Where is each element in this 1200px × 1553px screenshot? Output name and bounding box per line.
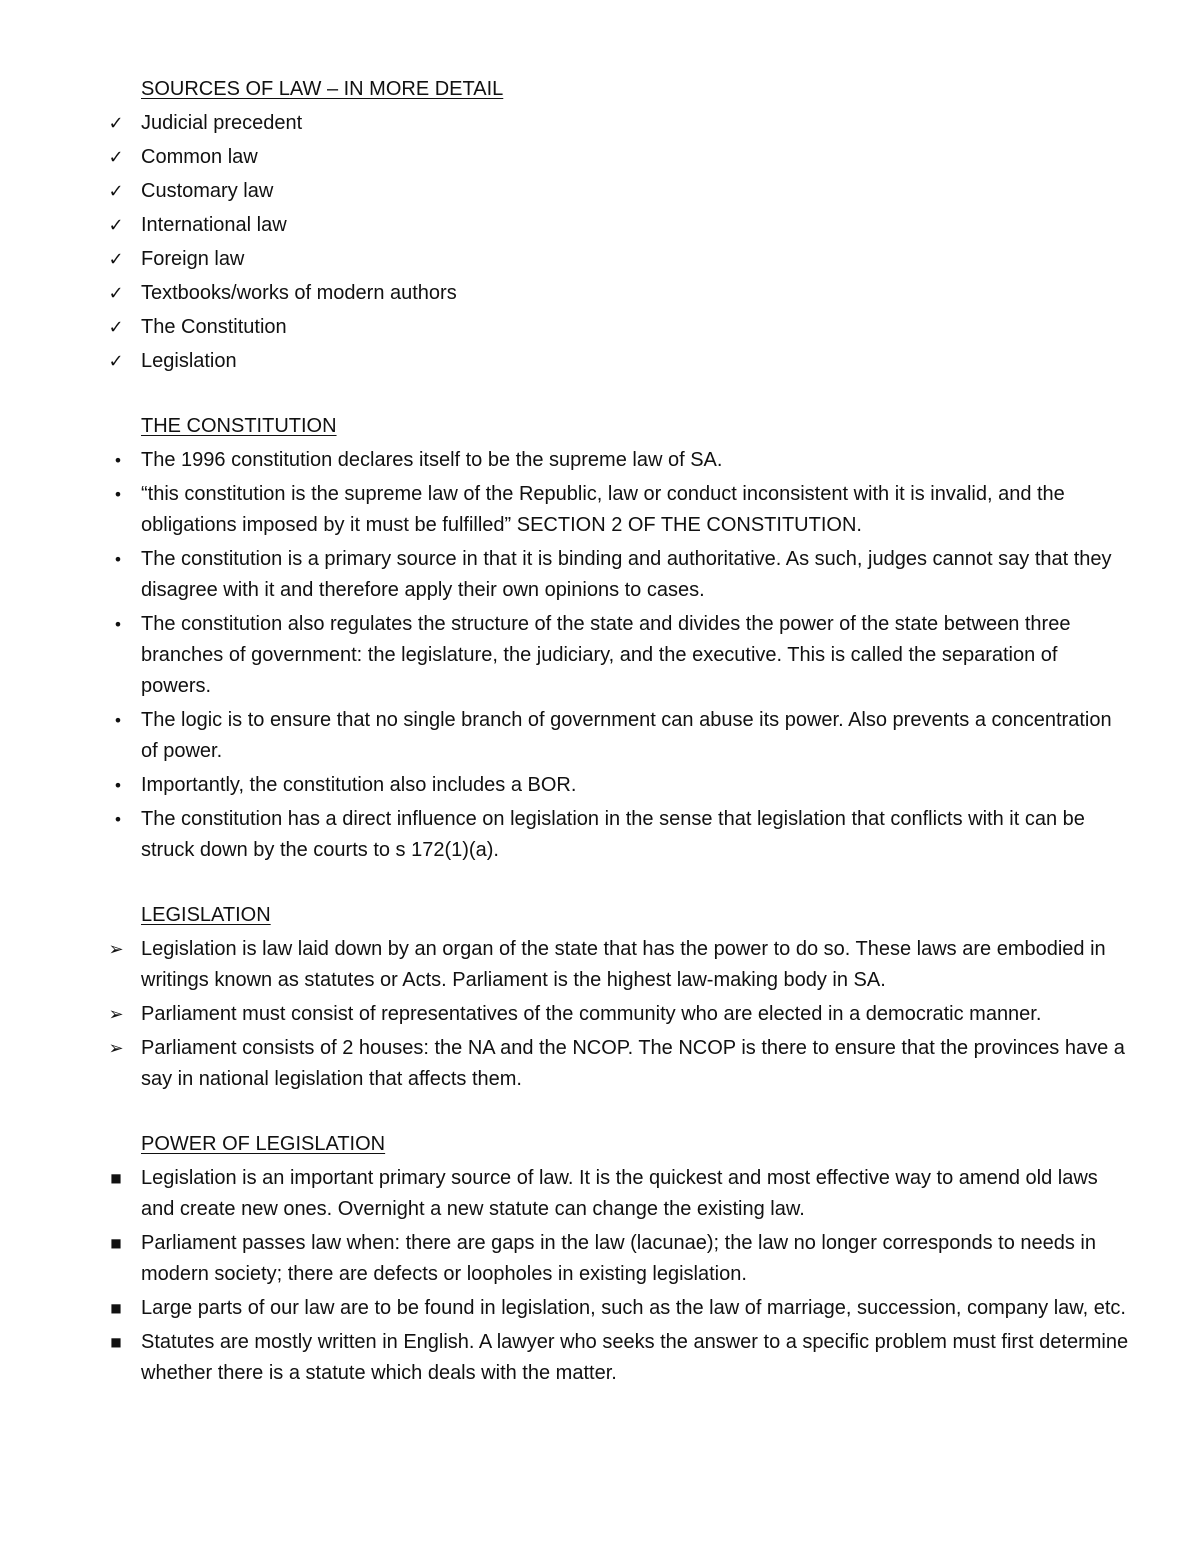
- list-item: [0, 312, 1200, 343]
- list-item-text: The constitution has a direct influence on legislation in the sense that legislation that conflicts with it can be struck down by the courts to s 172(1)(a).: [141, 808, 1085, 861]
- section-the-constitution: [0, 411, 1200, 866]
- checkmark-icon: ✓: [108, 351, 124, 372]
- list-item-text: Legislation is an important primary source of law. It is the quickest and most effective way to amend old laws and create new ones. Overnight a new statute can change the existing law.: [141, 1167, 1098, 1220]
- list-item-text: International law: [141, 214, 287, 236]
- check-list: [0, 108, 1200, 377]
- list-item-text: Foreign law: [141, 248, 245, 270]
- list-item-text: The logic is to ensure that no single branch of government can abuse its power. Also prevents a concentration of power.: [141, 709, 1112, 762]
- checkmark-icon: ✓: [108, 113, 124, 134]
- list-item-text: The 1996 constitution declares itself to be the supreme law of SA.: [141, 449, 723, 471]
- list-item-text: Judicial precedent: [141, 112, 303, 134]
- list-item-text: Parliament consists of 2 houses: the NA and the NCOP. The NCOP is there to ensure that the provinces have a say in national legislation that affects them.: [141, 1037, 1125, 1090]
- list-item: [0, 176, 1200, 207]
- bullet-dot-icon: •: [113, 550, 123, 569]
- paragraph-spacer: [0, 377, 1200, 411]
- list-item: [0, 1033, 1200, 1095]
- list-item: [0, 1327, 1200, 1389]
- arrow-list: [0, 934, 1200, 1095]
- list-item: [0, 705, 1200, 767]
- bullet-dot-icon: •: [113, 451, 123, 470]
- list-item-text: Customary law: [141, 180, 274, 202]
- list-item: [0, 142, 1200, 173]
- arrow-bullet-icon: ➢: [108, 939, 124, 960]
- list-item: [0, 445, 1200, 476]
- checkmark-icon: ✓: [108, 147, 124, 168]
- bullet-dot-icon: •: [113, 615, 123, 634]
- list-item-text: Parliament must consist of representatives of the community who are elected in a democratic manner.: [141, 1003, 1042, 1025]
- section-sources-of-law: [0, 74, 1200, 377]
- list-item: [0, 934, 1200, 996]
- square-bullet-icon: ■: [110, 1301, 122, 1315]
- bullet-dot-icon: •: [113, 711, 123, 730]
- paragraph-spacer: [0, 866, 1200, 900]
- square-bullet-icon: ■: [110, 1171, 122, 1185]
- checkmark-icon: ✓: [108, 249, 124, 270]
- bullet-list: [0, 445, 1200, 866]
- bullet-dot-icon: •: [113, 776, 123, 795]
- checkmark-icon: ✓: [108, 181, 124, 202]
- list-item-text: Legislation is law laid down by an organ of the state that has the power to do so. These laws are embodied in writings known as statutes or Acts. Parliament is the highest law-making body in SA.: [141, 938, 1106, 991]
- square-bullet-icon: ■: [110, 1236, 122, 1250]
- list-item-text: Importantly, the constitution also includes a BOR.: [141, 774, 577, 796]
- list-item-text: The Constitution: [141, 316, 287, 338]
- checkmark-icon: ✓: [108, 317, 124, 338]
- list-item: [0, 108, 1200, 139]
- section-heading: SOURCES OF LAW – IN MORE DETAIL: [141, 78, 504, 100]
- list-item-text: Textbooks/works of modern authors: [141, 282, 457, 304]
- checkmark-icon: ✓: [108, 215, 124, 236]
- section-power-of-legislation: [0, 1129, 1200, 1389]
- list-item: [0, 609, 1200, 702]
- list-item: [0, 1293, 1200, 1324]
- list-item: [0, 804, 1200, 866]
- list-item: [0, 479, 1200, 541]
- arrow-bullet-icon: ➢: [108, 1004, 124, 1025]
- list-item-text: Large parts of our law are to be found in legislation, such as the law of marriage, succession, company law, etc.: [141, 1297, 1126, 1319]
- list-item: [0, 278, 1200, 309]
- list-item-text: The constitution is a primary source in that it is binding and authoritative. As such, judges cannot say that they disagree with it and therefore apply their own opinions to cases.: [141, 548, 1112, 601]
- list-item: [0, 544, 1200, 606]
- list-item: [0, 999, 1200, 1030]
- square-list: [0, 1163, 1200, 1389]
- bullet-dot-icon: •: [113, 485, 123, 504]
- document-body: [0, 74, 1200, 1389]
- list-item: [0, 210, 1200, 241]
- list-item-text: Legislation: [141, 350, 237, 372]
- bullet-dot-icon: •: [113, 810, 123, 829]
- list-item-text: “this constitution is the supreme law of the Republic, law or conduct inconsistent with it is invalid, and the obligations imposed by it must be fulfilled” SECTION 2 OF THE CONSTITUTION.: [141, 483, 1065, 536]
- list-item-text: Common law: [141, 146, 258, 168]
- list-item: [0, 1163, 1200, 1225]
- list-item: [0, 244, 1200, 275]
- list-item: [0, 1228, 1200, 1290]
- arrow-bullet-icon: ➢: [108, 1038, 124, 1059]
- list-item: [0, 770, 1200, 801]
- list-item: [0, 346, 1200, 377]
- section-heading: POWER OF LEGISLATION: [141, 1133, 386, 1155]
- list-item-text: Parliament passes law when: there are gaps in the law (lacunae); the law no longer corresponds to needs in modern society; there are defects or loopholes in existing legislation.: [141, 1232, 1096, 1285]
- list-item-text: The constitution also regulates the structure of the state and divides the power of the state between three branches of government: the legislature, the judiciary, and the executive. This is called the separation of powers.: [141, 613, 1071, 697]
- section-heading: THE CONSTITUTION: [141, 415, 337, 437]
- section-heading: LEGISLATION: [141, 904, 271, 926]
- square-bullet-icon: ■: [110, 1335, 122, 1349]
- section-legislation: [0, 900, 1200, 1095]
- paragraph-spacer: [0, 1095, 1200, 1129]
- checkmark-icon: ✓: [108, 283, 124, 304]
- list-item-text: Statutes are mostly written in English. A lawyer who seeks the answer to a specific problem must first determine whether there is a statute which deals with the matter.: [141, 1331, 1129, 1384]
